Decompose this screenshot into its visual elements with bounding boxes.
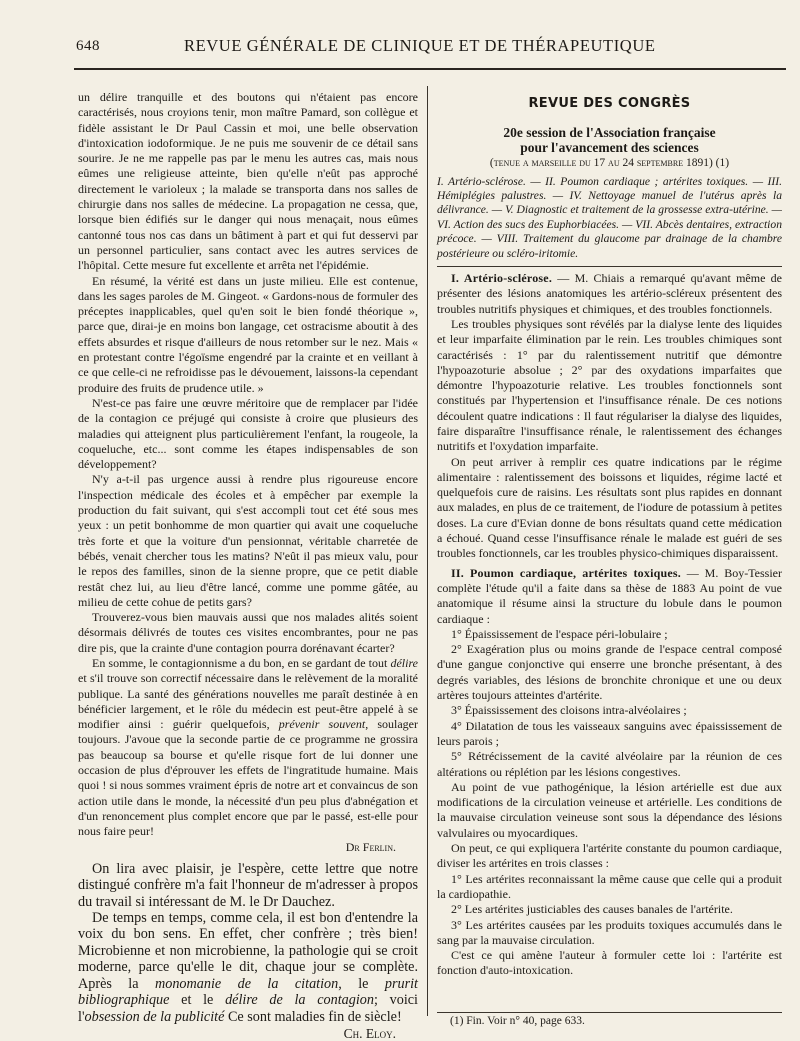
text-run: et le [169, 992, 226, 1009]
paragraph: On peut arriver à remplir ces quatre indications par le régime alimentaire : ralentissement des boissons et liquides, régime lacté et quelquefois cure de raisins. Les résultats sont plus rapides en donnant aux malades, en plus de ce traitement, de l'iodure de potassium à petites doses. La cure d'Evian donne de bons résultats quand cette médication a échoué. Quand cesse l'insuffisance rénale le malade est guéri de ses troubles fonctionnels, car les troubles physico-chimiques disparaissent. [437, 454, 782, 561]
list-item: 1° Épaississement de l'espace péri-lobulaire ; [451, 626, 668, 641]
text-run: , le [338, 975, 385, 992]
footnote-rule [437, 1012, 782, 1013]
text-run: , soulager toujours. J'avoue que la seconde partie de ce programme ne grossira pas beaucoup sa bourse et qu'elle risque fort de lui donner une occasion de plus d'éprouver les effets de l'ingratitude humaine. Mais quoi ! si nous sommes vraiment épris de notre art et convaincus de son action utile dans le monde, la nécessité d'un peu plus d'abnégation et d'un renoncement plus complet encore que par le passé, est-elle pour nous faire peur! [78, 717, 418, 839]
italic-run: délire de la contagion [225, 992, 374, 1009]
right-column [437, 90, 782, 979]
paragraph: On peut, ce qui expliquera l'artérite constante du poumon cardiaque, diviser les artérites en trois classes : [437, 841, 782, 871]
italic-run: prurit bibliographique [78, 975, 418, 1009]
list-item: 4° Dilatation de tous les vaisseaux sanguins avec épaississement de leurs parois ; [437, 718, 782, 748]
paragraph: En résumé, la vérité est dans un juste milieu. Elle est contenue, dans les sages paroles de M. Gingeot. « Gardons-nous de formuler des préceptes inapplicables, quel qu'en soit le bien fondé théorique », parce que, dirai-je en moins bon langage, cet ostracisme aboutit à des effets absurdes et risque d'ailleurs de nous retomber sur le nez. Mais « en protestant contre l'égoïsme engendré par la crainte et en veillant à ce que celle-ci ne refroidisse pas le dévouement, laissons-la cependant produire des fruits de prudence utile. » [78, 273, 418, 395]
italic-run: délire [390, 655, 418, 670]
text-run: Ce sont maladies fin de siècle! [224, 1008, 402, 1025]
italic-run: prévenir souvent [278, 717, 366, 732]
list-item: 2° Les artérites justiciables des causes banales de l'artérite. [451, 902, 733, 917]
list-item: 3° Les artérites causées par les produits toxiques accumulés dans le sang par la mauvaise circulation. [437, 917, 782, 947]
text-run: ; voici l' [78, 992, 418, 1025]
paragraph: Les troubles physiques sont révélés par la dialyse lente des liquides et leur imparfaite élimination par le rein. Les troubles chimiques sont caractérisés : 1° par du ralentissement nutritif que démontre l'hypoazoturie absolue ; 2° par des oxydations imparfaites que démontre l'hypoazoturie relative. Les troubles fonctionnels sont constitués par l'hypertension et l'insuffisance rénale. De ces notions découlent quatre indications : Il faut régulariser la dialyse des liquides, faire disparaître l'insuffisance rénale, le ralentissement des échanges nutritifs et l'oxydation imparfaite. [437, 316, 782, 454]
author-signature: Dr Ferlin. [345, 839, 396, 854]
paragraph: On lira avec plaisir, je l'espère, cette lettre que notre distingué confrère m'a fait l'honneur de m'adresser à propos du travail si intéressant de M. le Dr Dauchez. [78, 860, 418, 910]
summary: I. Artério-sclérose. — II. Poumon cardiaque ; artérites toxiques. — III. Hémiplégies palustres. — IV. Nettoyage manuel de l'utérus après la délivrance. — V. Diagnostic et traitement de la grossesse extra-utérine. — VI. Action des sucs des Euphorbiacées. — VII. Abcès dentaires, extraction précoce. — VIII. Traitement du glaucome par drainage de la chambre postérieure ou scléro-iritomie. [437, 174, 782, 260]
text-run: En somme, le contagionnisme a du bon, en se gardant de tout [92, 655, 391, 670]
footnote: (1) Fin. Voir n° 40, page 633. [450, 1015, 585, 1027]
header-rule [74, 68, 786, 70]
paragraph: N'est-ce pas faire une œuvre méritoire que de remplacer par l'idée de la contagion ce préjugé qui consiste à croire que plusieurs des maladies qui atteignent plus particulièrement l'enfant, la rougeole, la coqueluche, etc... sont comme les étapes indispensables de son développement? [78, 395, 418, 472]
summary-rule [437, 266, 782, 267]
list-item: 2° Exagération plus ou moins grande de l'espace central composé d'une gangue conjonctive qui enserre une bronche présentant, à des degrés variables, des lésions de bronchite chronique et une ou deux artères toujours atteintes d'artérite. [437, 642, 782, 703]
paragraph: Au point de vue pathogénique, la lésion artérielle est due aux modifications de la circulation veineuse et artérielle. Les conditions de la mauvaise circulation veineuse sont sous la dépendance des lésions valvulaires ou myocardiques. [437, 779, 782, 840]
text-run: — M. Boy-Tessier complète l'étude qu'il a faite dans sa thèse de 1883 Au point de vue anatomique il résume ainsi la structure du lobule dans le poumon cardiaque : [437, 565, 783, 626]
section-title: REVUE DES CONGRÈS [528, 96, 691, 111]
editor-signature: Ch. Eloy. [343, 1025, 396, 1041]
left-column [78, 90, 418, 1041]
text-run: et s'il trouve son correctif nécessaire dans le relèvement de la moralité publique. La santé des générations nouvelles me paraît destinée à en bénéficier largement, et le rôle du médecin est peut-être appelé à se modifier ainsi : guérir quelquefois, [78, 671, 418, 732]
session-dates: (tenue a marseille du 17 au 24 septembre 1891) (1) [489, 157, 730, 170]
list-item: 1° Les artérites reconnaissant la même cause que celle qui a produit la cardiopathie. [437, 871, 782, 901]
italic-run: monomanie de la citation [154, 975, 339, 992]
running-title: REVUE GÉNÉRALE DE CLINIQUE ET DE THÉRAPEUTIQUE [184, 36, 656, 55]
italic-run: obsession de la publicité [84, 1008, 225, 1025]
paragraph [78, 656, 418, 840]
page-number: 648 [76, 38, 100, 54]
page-header [76, 34, 786, 60]
text-run: — M. Chiais a remarqué qu'avant même de présenter des lésions anatomiques les artério-scléreux présentent des troubles nutritifs physiques et chimiques, et des troubles fonctionnels. [437, 271, 783, 316]
list-item: 3° Épaississement des cloisons intra-alvéolaires ; [451, 703, 687, 718]
session-title: 20e session de l'Association française [503, 125, 716, 141]
session-title: pour l'avancement des sciences [520, 140, 699, 156]
paragraph [78, 910, 418, 1025]
paragraph [437, 271, 782, 317]
list-item: 5° Rétrécissement de la cavité alvéolaire par la réunion de ces altérations ou réplétion par les lésions congestives. [437, 749, 782, 779]
paragraph [437, 566, 782, 627]
text-run: De temps en temps, comme cela, il est bon d'entendre la voix du bon sens. En effet, cher confrère ; très bien! Microbienne et non microbienne, la pathologie qui se croit moderne, parce qu'elle le dit, chaque jour se complète. Après la [78, 910, 418, 992]
paragraph: C'est ce qui amène l'auteur à formuler cette loi : l'artérite est fonction d'auto-intoxication. [437, 948, 782, 978]
paragraph: Trouverez-vous bien mauvais aussi que nos malades alités soient désormais délivrés de toutes ces visites encombrantes, pour ne pas dire pis, que la crainte d'une contagion pourra dorénavant écarter? [78, 610, 418, 655]
column-divider [427, 86, 428, 1016]
editor-postscript [78, 861, 418, 1025]
paragraph: un délire tranquille et des boutons qui n'étaient pas encore caractérisés, nous croyions tenir, mon maître Pamard, son collègue et fidèle assistant le Dr Paul Cassin et moi, une belle observation d'intoxication iodoformique. Je ne puis me souvenir de ce détail sans sourire. Je ne me rappelle pas par le menu les autres cas, mais nous eûmes une religieuse atteinte, bien qu'elle n'eût pas approché directement le varioleux ; la malade se transporta dans nos salles de chirurgie dans nos salles de médecine. La propagation ne cessa, que, lorsque bien édifiés sur le danger qui nous menaçait, nous eûmes cantonné tous nos cas dans un bâtiment à part et qui fut desservi par un personnel particulier, sans contact avec les autres services de l'hôpital. Cette mesure fut excellente et arrêta net l'épidémie. [78, 90, 418, 273]
subsection-lead: I. Artério-sclérose. [451, 271, 553, 286]
paragraph: N'y a-t-il pas urgence aussi à rendre plus rigoureuse encore l'inspection médicale des écoles et à empêcher par exemple la production du fait suivant, qui s'est accompli tout cet été sous mes yeux : un petit bonhomme de mon quartier qui avait une coqueluche très forte et que la voiture d'un pensionnat, véritable charretée de bébés, venait chercher tous les matins? N'eût il pas mieux valu, pour le repos des familles, sinon de la sienne propre, que ce petit diable restât chez lui, au lieu d'être lancé, comme une pomme gâtée, au milieu de cette cohue de petits gars? [78, 472, 418, 609]
subsection-lead: II. Poumon cardiaque, artérites toxiques. [451, 565, 681, 580]
